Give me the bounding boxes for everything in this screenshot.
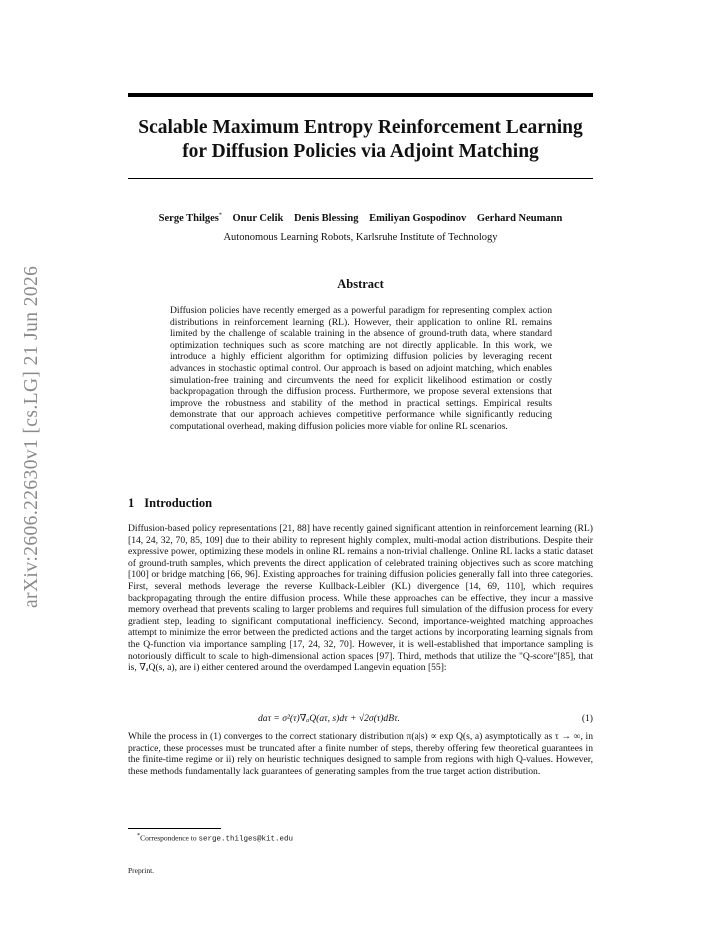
preprint-label: Preprint. xyxy=(128,866,155,875)
author-footnote-mark: * xyxy=(218,212,222,218)
author-name: Onur Celik xyxy=(232,212,284,224)
section-number: 1 xyxy=(128,496,135,510)
arxiv-identifier: arXiv:2606.22630v1 [cs.LG] 21 Jun 2026 xyxy=(21,265,42,608)
footnote-email[interactable]: serge.thilges@kit.edu xyxy=(198,835,293,844)
title-bottom-rule xyxy=(128,178,593,179)
author-name: Emiliyan Gospodinov xyxy=(369,212,467,224)
equation: daτ = σ²(τ)∇ₐQ(aτ, s)dτ + √2σ(τ)dBτ. xyxy=(258,713,400,724)
author-name: Serge Thilges* xyxy=(158,212,222,224)
title-top-rule xyxy=(128,93,593,97)
equation-number: (1) xyxy=(581,713,593,724)
footnote-rule xyxy=(128,828,221,829)
intro-paragraph-2: While the process in (1) converges to the correct stationary distribution π(a|s) ∝ exp Q(s, a) asymptotically as τ → ∞, in practice, these processes must be truncated after a finite number of steps, thereby offering few theoretical guarantees in the finite-time regime or ii) rely on heuristic techniques designed to sample from regions with high Q-values. However, these methods fundamentally lack guarantees of generating samples from the true target action distribution. xyxy=(128,731,593,777)
footnote-mark: * xyxy=(137,832,141,839)
intro-paragraph: Diffusion-based policy representations [21, 88] have recently gained significant attention in reinforcement learning (RL) [14, 24, 32, 70, 85, 109] due to their ability to represent highly complex, multi-modal action distributions. Despite their expressive power, optimizing these models in online RL remains a non-trivial challenge. Online RL lacks a static dataset of ground-truth samples, which prevents the direct application of celebrated training objectives such as score matching [100] or bridge matching [66, 96]. Existing approaches for training diffusion policies generally fall into three categories. First, several methods leverage the reverse Kullback-Leibler (KL) divergence [14, 69, 110], which requires backpropagating through the entire diffusion process. While these approaches can be effective, they incur a massive memory overhead that prevents scaling to larger problems and requires full simulation of the diffusion process for every gradient step, leading to significant computational inefficiency. Second, importance-weighted matching approaches attempt to minimize the error between the predicted actions and the target actions by incorporating learning signals from the Q-function via importance sampling [17, 24, 32, 70]. However, it is well-established that importance sampling is notoriously difficult to scale to high-dimensional action spaces [97]. Third, methods that utilize the "Q-score"[85], that is, ∇ₐQ(s, a), are i) either centered around the overdamped Langevin equation [55]: xyxy=(128,523,593,674)
affiliation: Autonomous Learning Robots, Karlsruhe Institute of Technology xyxy=(223,232,498,243)
section-heading xyxy=(128,496,212,511)
section-title: Introduction xyxy=(144,496,213,510)
author-name: Gerhard Neumann xyxy=(476,212,563,224)
abstract-text: Diffusion policies have recently emerged as a powerful paradigm for representing complex action distributions in reinforcement learning (RL). However, their application to online RL remains limited by the challenge of scalable training in the absence of ground-truth data, where standard optimization techniques such as score matching are not directly applicable. In this work, we introduce a highly efficient algorithm for optimizing diffusion policies by leveraging recent advances in stochastic optimal control. Our approach is based on adjoint matching, which enables simulation-free training and circumvents the need for explicit likelihood estimation or costly backpropagation through the diffusion process. Furthermore, we propose several extensions that improve the robustness and stability of the method in practical settings. Empirical results demonstrate that our approach achieves competitive performance while significantly reducing computational overhead, making diffusion policies more viable for online RL scenarios. xyxy=(170,305,552,432)
footnote-text: Correspondence to xyxy=(140,833,199,843)
author-name: Denis Blessing xyxy=(293,212,359,224)
abstract-heading: Abstract xyxy=(337,277,384,291)
footnote xyxy=(137,832,293,844)
author-list xyxy=(128,212,593,224)
paper-title: Scalable Maximum Entropy Reinforcement Learning for Diffusion Policies via Adjoint Matching xyxy=(138,117,583,162)
